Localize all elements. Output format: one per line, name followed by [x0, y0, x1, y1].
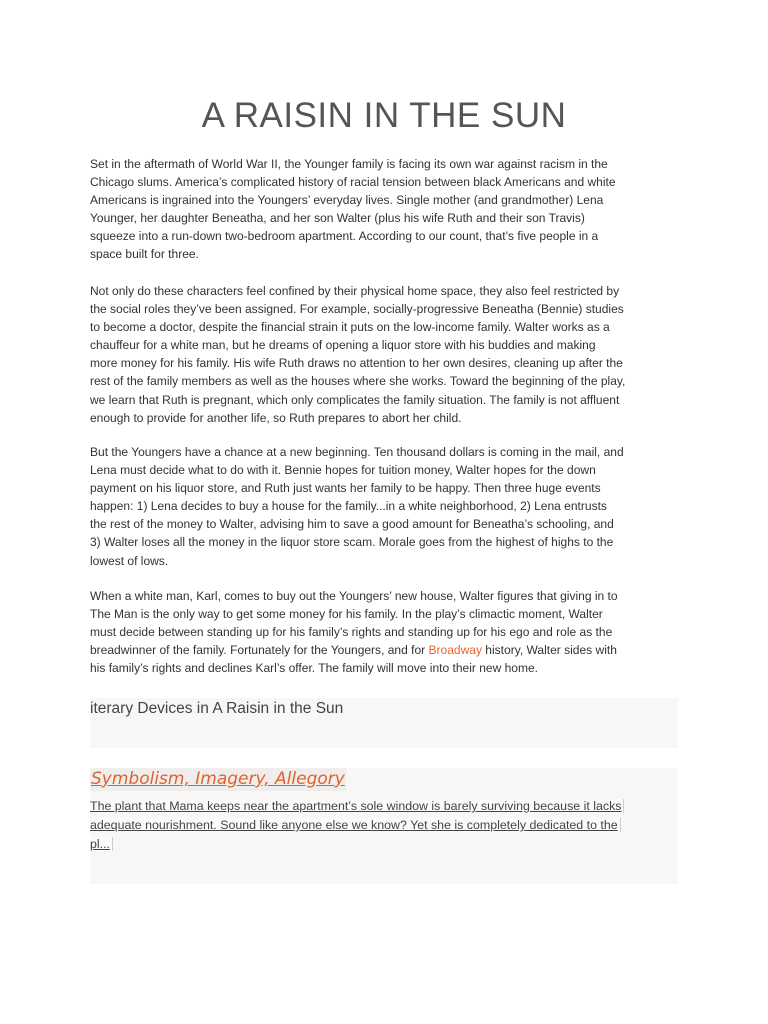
text-line: more money for his family. His wife Ruth draws no attention to her own desires, cleaning up after the — [90, 356, 623, 371]
text-line: payment on his liquor store, and Ruth just wants her family to be happy. Then three huge events — [90, 481, 601, 496]
symbolism-excerpt[interactable] — [90, 797, 624, 854]
text-line: 3) Walter loses all the money in the liquor store scam. Morale goes from the highest of highs to the — [90, 535, 614, 550]
page-title: A RAISIN IN THE SUN — [201, 96, 567, 135]
text-segment: breadwinner of the family. Fortunately for the Youngers, and for — [90, 643, 429, 658]
text-line: When a white man, Karl, comes to buy out the Youngers’ new house, Walter figures that giving in to — [90, 589, 618, 603]
text-line: his family’s rights and declines Karl’s offer. The family will move into their new home. — [90, 661, 539, 676]
text-line: the rest of the money to Walter, advising him to save a good amount for Beneatha’s schooling, and — [90, 517, 614, 532]
text-line: the social roles they’ve been assigned. For example, socially-progressive Beneatha (Bennie) studies — [90, 302, 624, 317]
text-line: But the Youngers have a chance at a new beginning. Ten thousand dollars is coming in the mail, and — [90, 445, 624, 459]
text-line: happen: 1) Lena decides to buy a house for the family...in a white neighborhood, 2) Lena entrusts — [90, 499, 607, 514]
text-line: Younger, her daughter Beneatha, and her son Walter (plus his wife Ruth and their son Travis) — [90, 211, 585, 226]
text-line: rest of the family members as well as the houses where she works. Toward the beginning of the play, — [90, 374, 626, 389]
text-line: Lena must decide what to do with it. Bennie hopes for tuition money, Walter hopes for the down — [90, 463, 596, 478]
text-line: Americans is ingrained into the Youngers’ everyday lives. Single mother (and grandmother) Lena — [90, 193, 604, 208]
paragraph-4 — [90, 587, 690, 677]
text-segment: history, Walter sides with — [481, 643, 617, 658]
symbolism-link[interactable]: Symbolism, Imagery, Allegory — [91, 769, 345, 789]
text-line: Set in the aftermath of World War II, the Younger family is facing its own war against racism in the — [90, 157, 608, 171]
text-line: Chicago slums. America’s complicated history of racial tension between black Americans and white — [90, 175, 616, 190]
section-heading: iterary Devices in A Raisin in the Sun — [90, 700, 344, 717]
text-line: The Man is the only way to get some money for his family. In the play’s climactic moment, Walter — [90, 607, 603, 622]
paragraph-1 — [90, 155, 690, 264]
text-line: lowest of lows. — [90, 553, 169, 568]
excerpt-line[interactable]: pl... — [90, 837, 113, 851]
literary-devices-section — [90, 698, 678, 748]
text-line: space built for three. — [90, 247, 199, 262]
symbolism-card[interactable] — [90, 768, 678, 884]
text-line: enough to provide for another life, so Ruth prepares to abort her child. — [90, 410, 462, 425]
text-line: squeeze into a run-down two-bedroom apartment. According to our count, that’s five people in a — [90, 229, 599, 244]
text-line: must decide between standing up for his family’s rights and standing up for his ego and role as the — [90, 625, 613, 640]
text-line: chauffeur for a white man, but he dreams of opening a liquor store with his buddies and making — [90, 338, 596, 353]
paragraph-2 — [90, 282, 690, 427]
text-line: we learn that Ruth is pregnant, which only complicates the family situation. The family is not affluent — [90, 392, 620, 407]
broadway-link[interactable]: Broadway — [428, 643, 482, 658]
text-line — [90, 641, 672, 659]
text-line: Not only do these characters feel confined by their physical home space, they also feel restricted by — [90, 284, 620, 298]
excerpt-line[interactable]: The plant that Mama keeps near the apartment’s sole window is barely surviving because it lacks — [90, 799, 624, 813]
text-line: to become a doctor, despite the financial strain it puts on the low-income family. Walter works as a — [90, 320, 610, 335]
paragraph-3 — [90, 443, 690, 570]
excerpt-line[interactable]: adequate nourishment. Sound like anyone else we know? Yet she is completely dedicated to the — [90, 818, 621, 832]
